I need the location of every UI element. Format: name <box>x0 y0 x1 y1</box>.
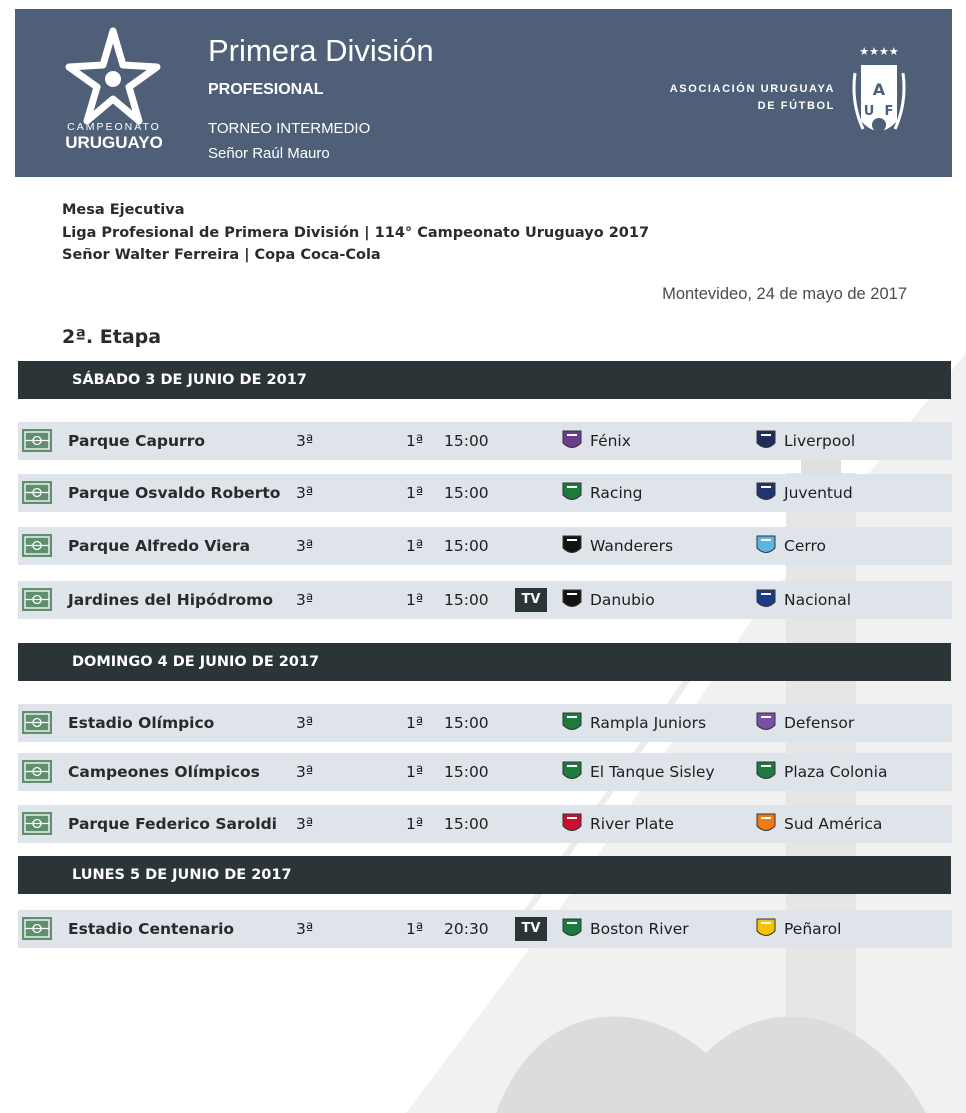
svg-text:★★★★: ★★★★ <box>859 45 899 58</box>
kickoff-time: 15:00 <box>444 537 489 555</box>
el-tanque-sisley-crest-icon <box>562 761 582 783</box>
meta-info <box>62 199 649 267</box>
day-header-monday <box>18 856 951 894</box>
day-header-saturday <box>18 361 951 399</box>
round-number: 3ª <box>296 714 314 732</box>
home-team-name: Fénix <box>590 432 631 450</box>
venue-name: Parque Osvaldo Roberto <box>68 484 281 502</box>
meta-line-3: Señor Walter Ferreira | Copa Coca-Cola <box>62 247 381 263</box>
river-plate-crest-icon <box>562 813 582 835</box>
kickoff-time: 15:00 <box>444 484 489 502</box>
home-team-name: River Plate <box>590 815 674 833</box>
round-number: 3ª <box>296 815 314 833</box>
liverpool-crest-icon <box>756 430 776 452</box>
home-team-name: Wanderers <box>590 537 674 555</box>
away-team-name: Cerro <box>784 537 826 555</box>
plaza-colonia-crest-icon <box>756 761 776 783</box>
fenix-crest-icon <box>562 430 582 452</box>
meta-line-1: Mesa Ejecutiva <box>62 202 185 218</box>
venue-name: Parque Federico Saroldi <box>68 815 277 833</box>
kickoff-time: 15:00 <box>444 763 489 781</box>
cerro-crest-icon <box>756 535 776 557</box>
round-number: 3ª <box>296 763 314 781</box>
kickoff-time: 15:00 <box>444 591 489 609</box>
meta-line-2: Liga Profesional de Primera División | 114° Campeonato Uruguayo 2017 <box>62 224 650 241</box>
football-pitch-icon <box>22 760 52 783</box>
kickoff-time: 15:00 <box>444 815 489 833</box>
auf-name-line1: ASOCIACIÓN URUGUAYA <box>669 83 835 95</box>
round-number: 3ª <box>296 484 314 502</box>
nacional-crest-icon <box>756 589 776 611</box>
match-row <box>18 910 952 948</box>
boston-river-crest-icon <box>562 918 582 940</box>
racing-crest-icon <box>562 482 582 504</box>
header-banner <box>15 9 952 177</box>
division-number: 1ª <box>406 714 424 732</box>
match-row <box>18 422 952 460</box>
division-number: 1ª <box>406 591 424 609</box>
football-pitch-icon <box>22 812 52 835</box>
football-pitch-icon <box>22 588 52 611</box>
match-row <box>18 527 952 565</box>
auf-crest-icon <box>851 43 907 147</box>
round-number: 3ª <box>296 432 314 450</box>
kickoff-time: 15:00 <box>444 432 489 450</box>
away-team-name: Juventud <box>784 484 853 502</box>
campeonato-star-logo-icon <box>65 27 161 127</box>
svg-text:A: A <box>872 80 886 99</box>
juventud-crest-icon <box>756 482 776 504</box>
sud-america-crest-icon <box>756 813 776 835</box>
away-team-name: Nacional <box>784 591 852 609</box>
division-number: 1ª <box>406 763 424 781</box>
round-number: 3ª <box>296 920 314 938</box>
match-row <box>18 753 952 791</box>
division-number: 1ª <box>406 432 424 450</box>
home-team-name: Danubio <box>590 591 655 609</box>
day-header-label: DOMINGO 4 DE JUNIO DE 2017 <box>72 654 320 670</box>
defensor-crest-icon <box>756 712 776 734</box>
match-row <box>18 805 952 843</box>
wanderers-crest-icon <box>562 535 582 557</box>
tv-broadcast-badge: TV <box>515 588 547 612</box>
football-pitch-icon <box>22 917 52 940</box>
division-number: 1ª <box>406 920 424 938</box>
tournament-name: TORNEO INTERMEDIO <box>208 120 371 137</box>
football-pitch-icon <box>22 711 52 734</box>
away-team-name: Sud América <box>784 815 883 833</box>
logo-text-bottom: URUGUAYO <box>65 133 163 152</box>
stage-title: 2ª. Etapa <box>62 326 162 348</box>
auf-name <box>670 81 835 115</box>
kickoff-time: 15:00 <box>444 714 489 732</box>
logo-text-top: CAMPEONATO <box>67 121 161 133</box>
venue-name: Parque Capurro <box>68 432 205 450</box>
home-team-name: El Tanque Sisley <box>590 763 715 781</box>
home-team-name: Racing <box>590 484 643 502</box>
venue-name: Campeones Olímpicos <box>68 763 260 781</box>
round-number: 3ª <box>296 537 314 555</box>
division-number: 1ª <box>406 537 424 555</box>
tv-broadcast-badge: TV <box>515 917 547 941</box>
svg-text:U: U <box>863 104 875 119</box>
venue-name: Estadio Olímpico <box>68 714 215 732</box>
day-header-sunday <box>18 643 951 681</box>
auf-name-line2: DE FÚTBOL <box>757 100 835 112</box>
danubio-crest-icon <box>562 589 582 611</box>
home-team-name: Rampla Juniors <box>590 714 707 732</box>
page-subtitle: PROFESIONAL <box>208 81 324 98</box>
football-pitch-icon <box>22 481 52 504</box>
venue-name: Jardines del Hipódromo <box>68 591 273 609</box>
page-title: Primera División <box>208 33 434 68</box>
venue-name: Estadio Centenario <box>68 920 235 938</box>
football-pitch-icon <box>22 534 52 557</box>
svg-text:F: F <box>884 104 894 119</box>
round-number: 3ª <box>296 591 314 609</box>
dateline: Montevideo, 24 de mayo de 2017 <box>662 285 907 303</box>
tournament-dedication: Señor Raúl Mauro <box>208 145 330 162</box>
match-row <box>18 581 952 619</box>
away-team-name: Defensor <box>784 714 855 732</box>
away-team-name: Plaza Colonia <box>784 763 888 781</box>
away-team-name: Liverpool <box>784 432 856 450</box>
home-team-name: Boston River <box>590 920 689 938</box>
day-header-label: LUNES 5 DE JUNIO DE 2017 <box>72 867 292 883</box>
away-team-name: Peñarol <box>784 920 842 938</box>
kickoff-time: 20:30 <box>444 920 489 938</box>
venue-name: Parque Alfredo Viera <box>68 537 251 555</box>
rampla-juniors-crest-icon <box>562 712 582 734</box>
division-number: 1ª <box>406 484 424 502</box>
day-header-label: SÁBADO 3 DE JUNIO DE 2017 <box>72 372 307 388</box>
division-number: 1ª <box>406 815 424 833</box>
match-row <box>18 704 952 742</box>
penarol-crest-icon <box>756 918 776 940</box>
football-pitch-icon <box>22 429 52 452</box>
match-row <box>18 474 952 512</box>
